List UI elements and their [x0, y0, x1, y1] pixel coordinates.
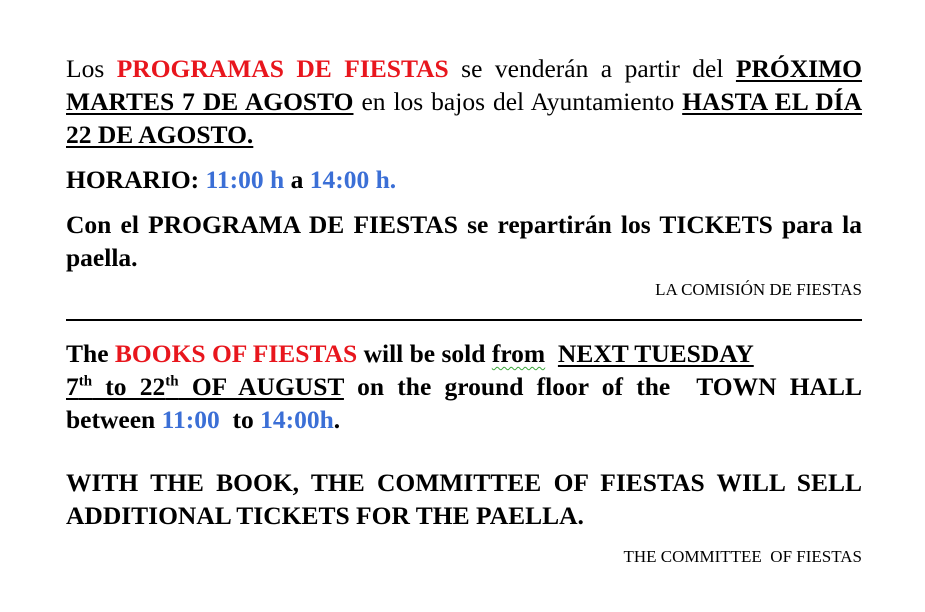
spanish-sale-paragraph	[66, 52, 862, 151]
es-programs-highlight: PROGRAMAS DE FIESTAS	[116, 54, 449, 83]
es-end-date: HASTA EL DÍA 22 DE AGOSTO.	[66, 87, 863, 149]
en-schedule-sep: to	[219, 405, 261, 434]
spanish-schedule	[66, 163, 862, 196]
en-schedule-start: 11:00	[161, 405, 220, 434]
en-date-month: OF AUGUST	[178, 372, 344, 401]
english-signature: THE COMMITTEE OF FIESTAS	[623, 547, 862, 566]
spanish-signature: LA COMISIÓN DE FIESTAS	[655, 280, 862, 299]
en-intro-text-1: The	[66, 339, 115, 368]
es-schedule-start: 11:00 h	[205, 165, 285, 194]
en-from-word: from	[491, 339, 546, 368]
english-tickets-paragraph: WITH THE BOOK, THE COMMITTEE OF FIESTAS WILL SELL ADDITIONAL TICKETS FOR THE PAELLA.	[66, 468, 862, 530]
en-intro-end: .	[333, 405, 341, 434]
en-schedule-end: 14:00h	[260, 405, 334, 434]
es-schedule-sep: a	[284, 165, 310, 194]
section-divider	[66, 319, 862, 321]
english-sale-paragraph	[66, 337, 869, 436]
es-intro-text-3: en los bajos del Ayuntamiento	[353, 87, 683, 116]
en-date-range	[66, 372, 344, 401]
en-intro-space	[545, 339, 558, 368]
es-start-date: PRÓXIMO MARTES 7 DE AGOSTO	[66, 54, 863, 116]
en-books-highlight: BOOKS OF FIESTAS	[114, 339, 358, 368]
spanish-tickets-paragraph: Con el PROGRAMA DE FIESTAS se repartirán los TICKETS para la paella.	[66, 210, 862, 272]
notice-document	[66, 52, 869, 567]
es-intro-text-1: Los	[66, 54, 117, 83]
es-schedule-label: HORARIO:	[66, 165, 206, 194]
es-intro-text-2: se venderán a partir del	[448, 54, 736, 83]
en-next-tuesday: NEXT TUESDAY	[557, 339, 754, 368]
en-date-suffix-start: th	[78, 373, 93, 390]
en-date-day-start: 7	[66, 372, 79, 401]
en-date-suffix-end: th	[165, 373, 179, 390]
en-date-day-end: to 22	[92, 372, 166, 401]
en-intro-text-2: will be sold	[357, 339, 492, 368]
es-schedule-end: 14:00 h.	[309, 165, 397, 194]
en-intro-text-3: on the ground floor of the TOWN HALL between	[66, 372, 869, 434]
